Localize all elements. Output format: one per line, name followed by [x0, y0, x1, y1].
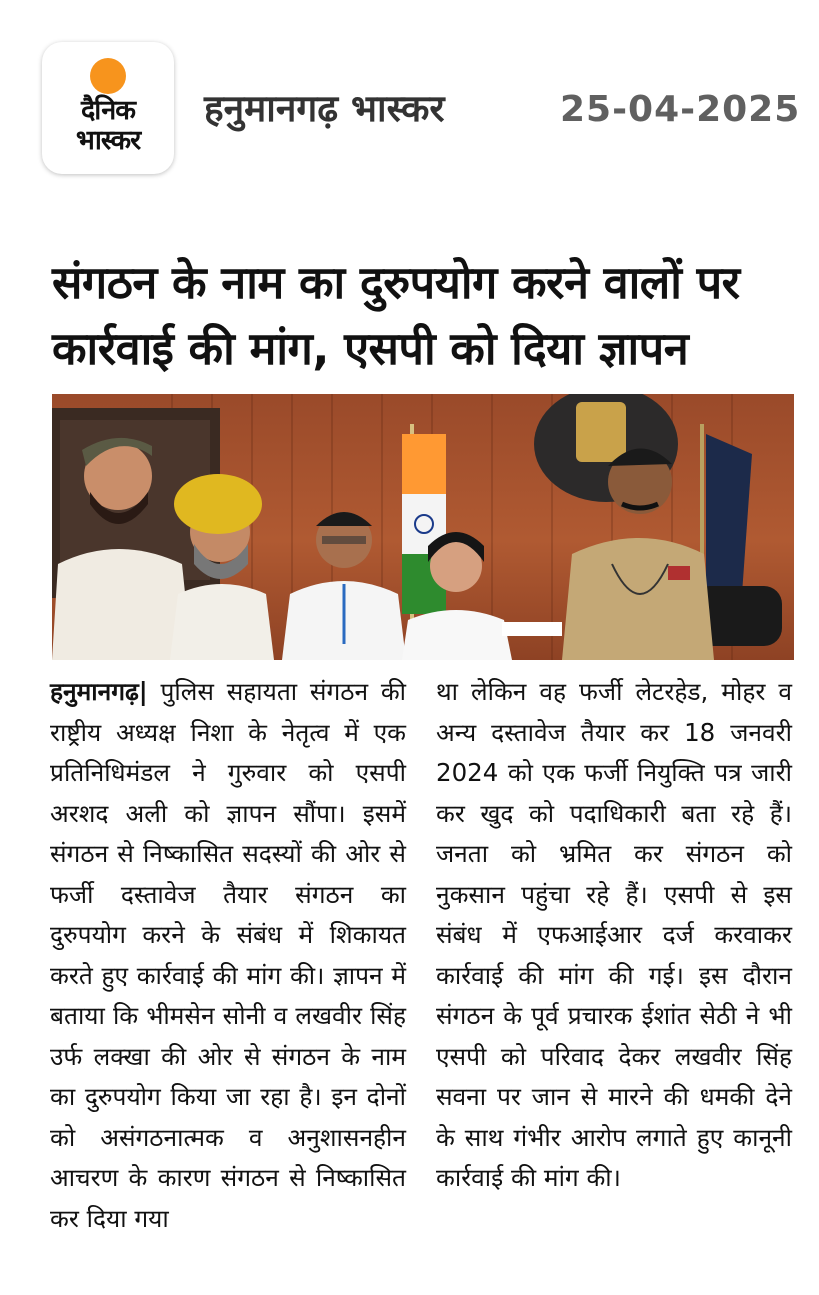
article-photo	[52, 394, 794, 660]
article-headline	[52, 250, 782, 382]
logo-text-line1: दैनिक	[80, 95, 136, 126]
body-text-left: पुलिस सहायता संगठन की राष्ट्रीय अध्यक्ष निशा के नेतृत्व में एक प्रतिनिधिमंडल ने गुरुवार को एसपी अरशद अली को ज्ञापन सौंपा। इसमें संगठन से निष्कासित सदस्यों की ओर से फर्जी दस्तावेज तैयार संगठन का दुरुपयोग करने के संबंध में शिकायत करते हुए कार्रवाई की मांग की। ज्ञापन में बताया कि भीमसेन सोनी व लखवीर सिंह उर्फ लक्खा की ओर से संगठन के नाम का दुरुपयोग किया जा रहा है। इन दोनों को असंगठनात्मक व अनुशासनहीन आचरण के कारण संगठन से निष्कासित कर दिया गया	[50, 677, 406, 1233]
body-text-right: था लेकिन वह फर्जी लेटरहेड, मोहर व अन्य दस्तावेज तैयार कर 18 जनवरी 2024 को एक फर्जी नियुक्ति पत्र जारी कर खुद को पदाधिकारी बता रहे हैं। जनता को भ्रमित कर संगठन को नुकसान पहुंचा रहे हैं। एसपी से इस संबंध में एफआईआर दर्ज करवाकर कार्रवाई की मांग की गई। इस दौरान संगठन के पूर्व प्रचारक ईशांत सेठी ने भी एसपी को परिवाद देकर लखवीर सिंह सवना पर जान से मारने की धमकी देने के साथ गंभीर आरोप लगाते हुए कानूनी कार्रवाई की मांग की।	[436, 677, 792, 1192]
headline-line-2: कार्रवाई की मांग, एसपी को दिया ज्ञापन	[52, 322, 689, 375]
publication-date: 25-04-2025	[560, 89, 801, 130]
article-body-left-column	[50, 672, 406, 1239]
dateline: हनुमानगढ़|	[50, 677, 148, 706]
article-body-right-column	[436, 672, 792, 1199]
headline-line-1: संगठन के नाम का दुरुपयोग करने वालों पर	[52, 256, 740, 309]
newspaper-header	[0, 0, 819, 200]
logo-text-line2: भास्कर	[75, 125, 141, 156]
sun-icon	[90, 58, 126, 94]
group-photo-icon	[52, 394, 794, 660]
edition-name: हनुमानगढ़ भास्कर	[204, 87, 445, 130]
dainik-bhaskar-logo[interactable]	[42, 42, 174, 174]
